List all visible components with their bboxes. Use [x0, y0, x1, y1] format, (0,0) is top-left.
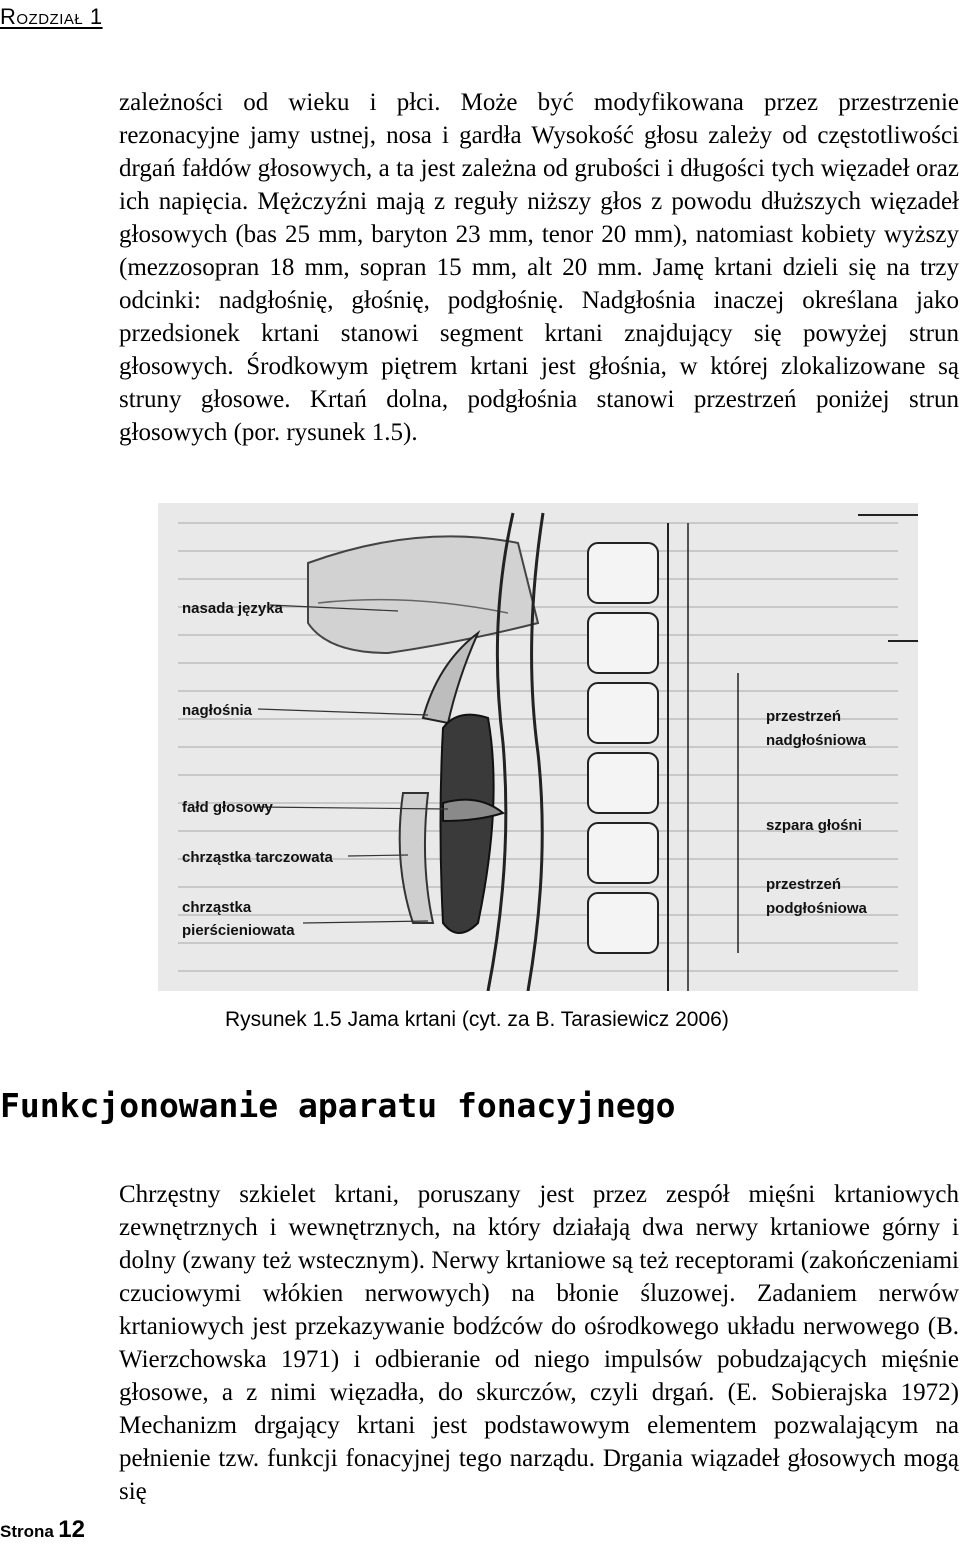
label-subglottic-2: podgłośniowa: [766, 900, 867, 917]
label-epiglottis: nagłośnia: [182, 702, 253, 719]
section-title: Funkcjonowanie aparatu fonacyjnego: [0, 1086, 676, 1125]
label-thyroid-cartilage: chrząstka tarczowata: [182, 849, 333, 866]
page-number-value: 12: [58, 1516, 85, 1543]
label-supraglottic-2: nadgłośniowa: [766, 732, 867, 749]
body-paragraph-intro: zależności od wieku i płci. Może być modyfikowana przez przestrzenie rezonacyjne jamy ustnej, nosa i gardła Wysokość głosu zależy od częstotliwości drgań fałdów głosowych, a ta jest zależna od grubości i długości tych więzadeł oraz ich napięcia. Mężczyźni mają z reguły niższy głos z powodu dłuższych więzadeł głosowych (bas 25 mm, baryton 23 mm, tenor 20 mm), natomiast kobiety wyższy (mezzosopran 18 mm, sopran 15 mm, alt 20 mm. Jamę krtani dzieli się na trzy odcinki: nadgłośnię, głośnię, podgłośnię. Nadgłośnia inaczej określana jako przedsionek krtani stanowi segment krtani znajdujący się powyżej strun głosowych. Środkowym piętrem krtani jest głośnia, w której zlokalizowane są struny głosowe. Krtań dolna, podgłośnia stanowi przestrzeń poniżej strun głosowych (por. rysunek 1.5).: [119, 89, 959, 446]
body-paragraph-section: Chrzęstny szkielet krtani, poruszany jest przez zespół mięśni krtaniowych zewnętrznych i wewnętrznych, na który działają dwa nerwy krtaniowe górny i dolny (zwany też wstecznym). Nerwy krtaniowe są też receptorami (zakończeniami czuciowymi włókien nerwowych) na błonie śluzowej. Zadaniem nerwów krtaniowych jest przekazywanie bodźców do ośrodkowego układu nerwowego (B. Wierzchowska 1971) i odbieranie od niego impulsów pobudzających mięśnie głosowe, a z nimi więzadła, do skurczów, czyli drgań. (E. Sobierajska 1972) Mechanizm drgający krtani jest podstawowym elementem pozwalającym na pełnienie tzw. funkcji fonacyjnej tego narządu. Drgania wiązadeł głosowych mogą się: [119, 1181, 959, 1505]
label-cricoid-cartilage-2: pierścieniowata: [182, 922, 295, 939]
label-supraglottic-1: przestrzeń: [766, 708, 842, 725]
label-cricoid-cartilage-1: chrząstka: [182, 899, 252, 916]
label-glottis: szpara głośni: [766, 817, 862, 834]
label-vocal-fold: fałd głosowy: [182, 799, 273, 816]
page-number: [0, 1516, 85, 1544]
larynx-figure: [158, 503, 918, 991]
larynx-illustration: [158, 503, 918, 991]
label-tongue-base: nasada języka: [182, 600, 283, 617]
figure-caption: Rysunek 1.5 Jama krtani (cyt. za B. Tarasiewicz 2006): [225, 1008, 729, 1031]
label-subglottic-1: przestrzeń: [766, 876, 842, 893]
page-number-label: Strona: [0, 1522, 54, 1541]
chapter-header: Rozdział 1: [0, 4, 103, 29]
